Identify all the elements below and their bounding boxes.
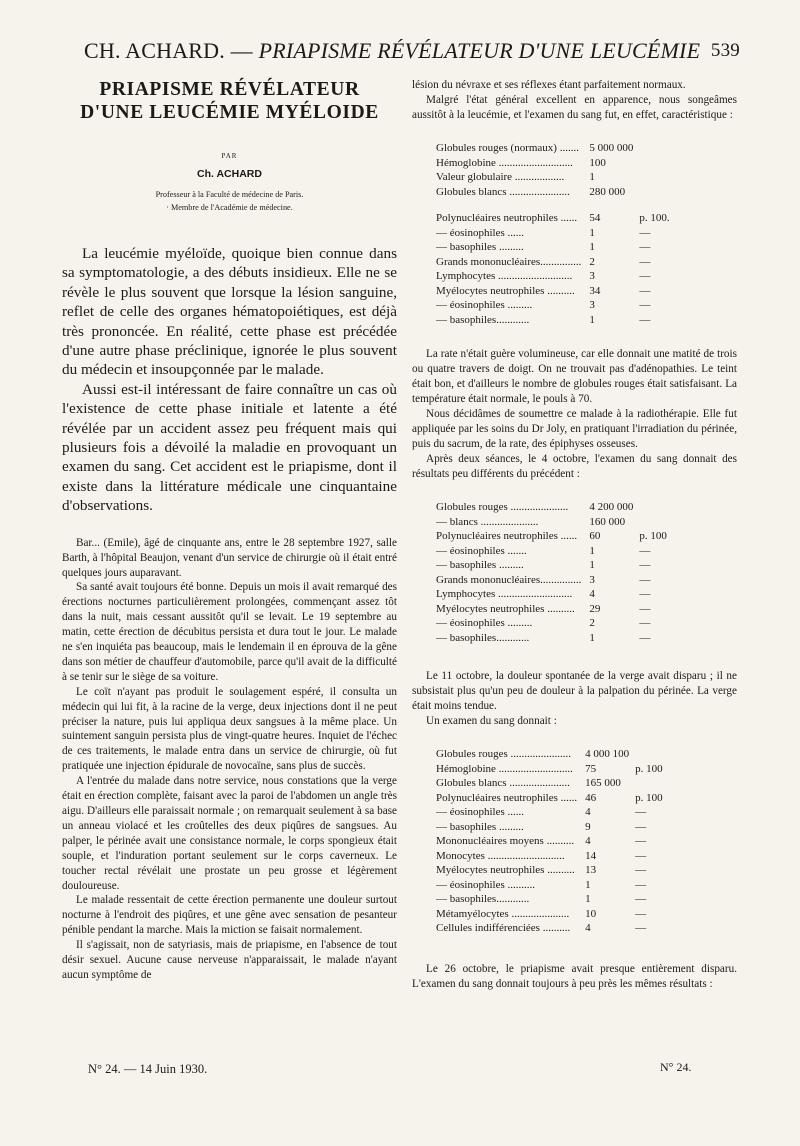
cell-value: 4 <box>585 806 591 818</box>
article-title <box>62 78 397 124</box>
right-paragraph: Après deux séances, le 4 octobre, l'examen du sang donnait des résultats peu différents du précédent : <box>412 453 737 480</box>
cell-label: — basophiles ......... <box>436 820 524 833</box>
right-paragraph: Malgré l'état général excellent en apparence, nous songeâmes aussitôt à la leucémie, et l'examen du sang fut, en effet, caractéristique : <box>412 94 737 121</box>
article-title-line1: PRIAPISME RÉVÉLATEUR <box>99 79 360 100</box>
right-paragraph: Nous décidâmes de soumettre ce malade à la radiothérapie. Elle fut appliquée par les soins du Dr Joly, en pratiquant l'irradiation du périnée, puis du sacrum, de la rate, des épiphyses osseuses. <box>412 408 737 450</box>
cell-value: 1 <box>585 878 591 891</box>
cell-value: 1 <box>585 893 591 905</box>
table-row <box>436 255 670 270</box>
cell-label: Métamyélocytes ..................... <box>436 907 570 920</box>
blood-table-2 <box>436 500 667 645</box>
cell-value: 54 <box>589 212 601 224</box>
cell-unit: — <box>635 806 647 818</box>
cell-value <box>581 199 633 211</box>
cell-label: Cellules indifférenciées .......... <box>436 922 571 934</box>
cell-value: 2 <box>589 255 595 268</box>
cell-unit: — <box>635 864 647 876</box>
table-row <box>436 226 670 241</box>
cell-unit: — <box>635 835 647 847</box>
cell-label: — éosinophiles ...... <box>436 806 524 818</box>
cell-unit <box>633 156 669 171</box>
table-row <box>436 602 667 617</box>
table-row <box>436 849 663 864</box>
cell-label: Grands mononucléaires............... <box>436 573 582 586</box>
table-row <box>436 544 667 559</box>
cell-value: 165 000 <box>585 777 621 789</box>
table-row <box>436 558 667 573</box>
cell-label: — éosinophiles .......... <box>436 878 535 891</box>
header-title: PRIAPISME RÉVÉLATEUR D'UNE LEUCÉMIE <box>258 38 701 63</box>
cell-label: Polynucléaires neutrophiles ...... <box>436 530 578 542</box>
cell-label: Polynucléaires neutrophiles ...... <box>436 791 578 804</box>
table-row <box>436 631 667 646</box>
cell-value: 4 <box>585 835 591 847</box>
right-paragraph: Un examen du sang donnait : <box>426 715 557 727</box>
cell-unit: — <box>639 588 651 600</box>
cell-label: Myélocytes neutrophiles .......... <box>436 284 575 297</box>
running-header <box>84 38 740 64</box>
table-row <box>436 762 663 777</box>
case-report <box>62 536 397 983</box>
header-dash: — <box>224 38 259 63</box>
cell-value: 5 000 000 <box>589 142 634 154</box>
cell-label: — basophiles............ <box>436 313 530 326</box>
cell-value: 1 <box>589 226 595 239</box>
table-row <box>436 573 667 588</box>
body-paragraph: Bar... (Emile), âgé de cinquante ans, entre le 28 septembre 1927, salle Barth, à l'hôpital Beaujon, venant d'un service de chirurgie où il était entré quelques jours auparavant. <box>62 536 397 579</box>
cell-value: 280 000 <box>589 185 626 198</box>
table-row <box>436 863 663 878</box>
table-row <box>436 878 663 893</box>
cell-value: 13 <box>585 864 597 876</box>
table-row <box>436 284 670 299</box>
intro-paragraph: La leucémie myéloïde, quoique bien connue dans sa symptomatologie, a des débuts insidieux. Elle ne se révèle le plus souvent que lorsque la lésion sanguine, reflet de celle des organes hématopoiétiques, est déjà très prononcée. En réalité, cette phase est précédée d'une autre phase préclinique, ignorée le plus souvent du médecin et insoupçonnée par le malade. <box>62 245 397 379</box>
table-row <box>436 211 670 226</box>
table-row <box>436 892 663 907</box>
cell-label: Lymphocytes ........................... <box>436 270 573 282</box>
cell-value: 2 <box>589 617 595 629</box>
cell-unit: — <box>639 299 651 311</box>
cell-value: 1 <box>589 544 595 557</box>
cell-unit: — <box>639 284 651 297</box>
body-paragraph: A l'entrée du malade dans notre service, nous constations que la verge était en érection complète, faisant avec la paroi de l'abdomen un angle très aigu. D'ailleurs elle paraissait normale ; on remarquait seulement à sa base un anneau violacé et les croûtelles des deux piqûres de sangsues. Au palper, le périnée avait une consistance normale, le corps spongieux était souple, et l'induration portant seulement sur le corps caverneux. Le toucher rectal révélait une prostate un peu grosse et légèrement douloureuse. <box>62 775 397 892</box>
cell-unit: p. 100 <box>635 791 663 804</box>
cell-value: 4 000 100 <box>585 748 630 760</box>
cell-unit <box>629 747 663 762</box>
cell-value: 100 <box>589 156 606 169</box>
table-row <box>436 298 670 313</box>
cell-value: 4 <box>585 922 591 934</box>
cell-unit: — <box>635 878 647 891</box>
cell-unit: — <box>639 559 651 571</box>
cell-label: Polynucléaires neutrophiles ...... <box>436 212 578 224</box>
cell-value: 3 <box>589 573 595 586</box>
cell-value: 3 <box>589 270 595 282</box>
table-row <box>436 269 670 284</box>
blood-table-3 <box>436 747 663 936</box>
table-row <box>436 515 667 530</box>
cell-unit: — <box>639 573 651 586</box>
page-number: 539 <box>710 40 740 61</box>
cell-value: 34 <box>589 284 601 297</box>
cell-value: 4 <box>589 588 595 600</box>
cell-unit: — <box>635 820 647 833</box>
table-row <box>436 907 663 922</box>
cell-label: — basophiles ......... <box>436 241 524 253</box>
cell-unit: — <box>639 226 651 239</box>
article-author: Ch. ACHARD <box>197 168 262 180</box>
right-paragraph: Le 11 octobre, la douleur spontanée de la verge avait disparu ; il ne subsistait plus qu'un peu de douleur à la palpation du périnée. La verge était moins tendue. <box>412 670 737 712</box>
cell-value: 1 <box>589 313 595 326</box>
cell-label: Globules blancs ...................... <box>436 185 570 198</box>
cell-unit: — <box>639 631 651 644</box>
introduction <box>62 244 397 516</box>
cell-label: Grands mononucléaires............... <box>436 255 582 268</box>
cell-unit <box>633 185 669 200</box>
cell-label <box>436 199 581 211</box>
table-row <box>436 791 663 806</box>
cell-label: Hémoglobine ........................... <box>436 156 573 169</box>
cell-unit: — <box>639 270 651 282</box>
cell-value: 10 <box>585 907 597 920</box>
right-column <box>412 78 737 992</box>
cell-label: — éosinophiles ...... <box>436 226 524 239</box>
footer-issue-date: N° 24. — 14 Juin 1930. <box>88 1062 208 1076</box>
cell-label: — éosinophiles ....... <box>436 544 527 557</box>
footer-issue: N° 24. <box>660 1060 692 1074</box>
table-row <box>436 747 663 762</box>
cell-label: Mononucléaires moyens .......... <box>436 835 575 847</box>
table-row <box>436 170 670 185</box>
cell-label: — basophiles............ <box>436 631 530 644</box>
cell-label: — basophiles............ <box>436 893 530 905</box>
table-row <box>436 587 667 602</box>
cell-value: 29 <box>589 602 601 615</box>
cell-value: 9 <box>585 820 591 833</box>
table-row <box>436 834 663 849</box>
cell-unit: — <box>639 255 651 268</box>
cell-label: Globules rouges ...................... <box>436 748 572 760</box>
cell-label: Globules blancs ...................... <box>436 777 570 789</box>
cell-label: Globules rouges ..................... <box>436 501 569 513</box>
byline-par: PAR <box>221 152 238 160</box>
cell-label: Lymphocytes ........................... <box>436 588 573 600</box>
table-row <box>436 805 663 820</box>
cell-label: — blancs ..................... <box>436 515 539 528</box>
affiliation-line1: Professeur à la Faculté de médecine de Paris. <box>155 190 304 199</box>
table-row <box>436 185 670 200</box>
cell-unit: — <box>639 544 651 557</box>
left-column <box>62 78 397 983</box>
cell-unit: p. 100 <box>639 530 667 542</box>
table-row <box>436 616 667 631</box>
cell-unit <box>633 500 667 515</box>
table-row <box>436 820 663 835</box>
cell-unit <box>633 141 669 156</box>
table-row <box>436 921 663 936</box>
cell-unit <box>633 170 669 185</box>
cell-label: Valeur globulaire .................. <box>436 171 565 183</box>
cell-unit: p. 100 <box>635 762 663 775</box>
cell-value: 46 <box>585 791 597 804</box>
cell-value: 60 <box>589 530 601 542</box>
header-author: CH. ACHARD. <box>84 38 225 63</box>
cell-unit: — <box>635 849 647 862</box>
article-title-line2: D'UNE LEUCÉMIE MYÉLOIDE <box>80 102 379 123</box>
intro-paragraph: Aussi est-il intéressant de faire connaître un cas où l'existence de cette phase initiale et latente a été révélée par un accident assez peu fréquent mais qui plusieurs fois a dévoilé la maladie en provoquant un examen du sang. Cet accident est le priapisme, dont il existe dans la littérature médicale une cinquantaine d'observations. <box>62 380 397 515</box>
right-paragraph: lésion du névraxe et ses réflexes étant parfaitement normaux. <box>412 79 686 91</box>
author-affiliation <box>62 188 397 214</box>
cell-label: — éosinophiles ......... <box>436 299 533 311</box>
table-row <box>436 240 670 255</box>
table-row <box>436 313 670 328</box>
cell-unit: — <box>639 241 651 253</box>
table-row <box>436 156 670 171</box>
table-row <box>436 529 667 544</box>
body-paragraph: Sa santé avait toujours été bonne. Depuis un mois il avait remarqué des érections nocturnes particulièrement prolongées, commençant assez tôt dans la nuit, mais cessant aussitôt qu'il se levait. Le 19 septembre au matin, cette érection de décubitus persista et dura tout le jour. Le malade ne s'en inquiéta pas beaucoup, mais le lendemain il en éprouva de la gêne dans son métier de chauffeur d'automobile, parce qu'il avait de la difficulté à se tenir sur le siège de sa voiture. <box>62 581 397 683</box>
cell-value: 1 <box>589 631 595 644</box>
blood-table-1 <box>436 141 670 327</box>
body-paragraph: Il s'agissait, non de satyriasis, mais de priapisme, en l'absence de tout désir sexuel. Aucune cause nerveuse n'apparaissait, le malade n'ayant aucun symptôme de <box>62 939 397 981</box>
right-paragraph: La rate n'était guère volumineuse, car elle donnait une matité de trois ou quatre travers de doigt. On ne trouvait pas d'adénopathies. Le teint était bon, et d'ailleurs le nombre de globules rouges était satisfaisant. La température était normale, le pouls à 70. <box>412 348 737 405</box>
cell-value: 4 200 000 <box>589 501 634 513</box>
table-row <box>436 776 663 791</box>
cell-unit <box>633 199 669 211</box>
cell-unit <box>629 776 663 791</box>
cell-label: Hémoglobine ........................... <box>436 762 573 775</box>
body-paragraph: Le malade ressentait de cette érection permanente une douleur surtout nocturne à l'endroit des piqûres, et une gêne avec sensation de pesanteur pénible pendant la marche. Mais la miction se faisait normalement. <box>62 894 397 937</box>
cell-value: 1 <box>589 241 595 253</box>
cell-unit: — <box>639 602 651 615</box>
cell-label: — éosinophiles ......... <box>436 617 533 629</box>
cell-value: 14 <box>585 849 597 862</box>
cell-unit: — <box>639 313 651 326</box>
cell-unit: — <box>635 893 647 905</box>
cell-unit <box>633 515 667 530</box>
body-paragraph: Le coït n'ayant pas produit le soulagement espéré, il consulta un médecin qui lui fit, à la racine de la verge, deux injections dont il ne peut préciser la nature, puis lui appliqua deux sangsues à la même place. Un suintement sanguin persista plus de vingt-quatre heures. Inquiet de l'échec de ces traitements, le malade entra dans un service de chirurgie, où fut pratiquée une injection épidurale de novocaïne, sans plus de succès. <box>62 685 397 773</box>
cell-value: 160 000 <box>589 515 626 528</box>
cell-label: — basophiles ......... <box>436 559 524 571</box>
cell-label: Globules rouges (normaux) ....... <box>436 142 579 154</box>
cell-value: 3 <box>589 299 595 311</box>
cell-value: 75 <box>585 762 597 775</box>
cell-label: Myélocytes neutrophiles .......... <box>436 602 575 615</box>
cell-value: 1 <box>589 559 595 571</box>
table-row <box>436 141 670 156</box>
cell-unit: p. 100. <box>639 212 670 224</box>
cell-label: Monocytes ............................ <box>436 849 565 862</box>
cell-unit: — <box>639 617 651 629</box>
table-row <box>436 199 670 211</box>
cell-value: 1 <box>589 171 595 183</box>
affiliation-line2: · Membre de l'Académie de médecine. <box>166 203 293 212</box>
table-row <box>436 500 667 515</box>
cell-unit: — <box>635 922 647 934</box>
right-paragraph: Le 26 octobre, le priapisme avait presque entièrement disparu. L'examen du sang donnait toujours à peu près les mêmes résultats : <box>412 962 737 990</box>
cell-unit: — <box>635 907 647 920</box>
cell-label: Myélocytes neutrophiles .......... <box>436 864 575 876</box>
